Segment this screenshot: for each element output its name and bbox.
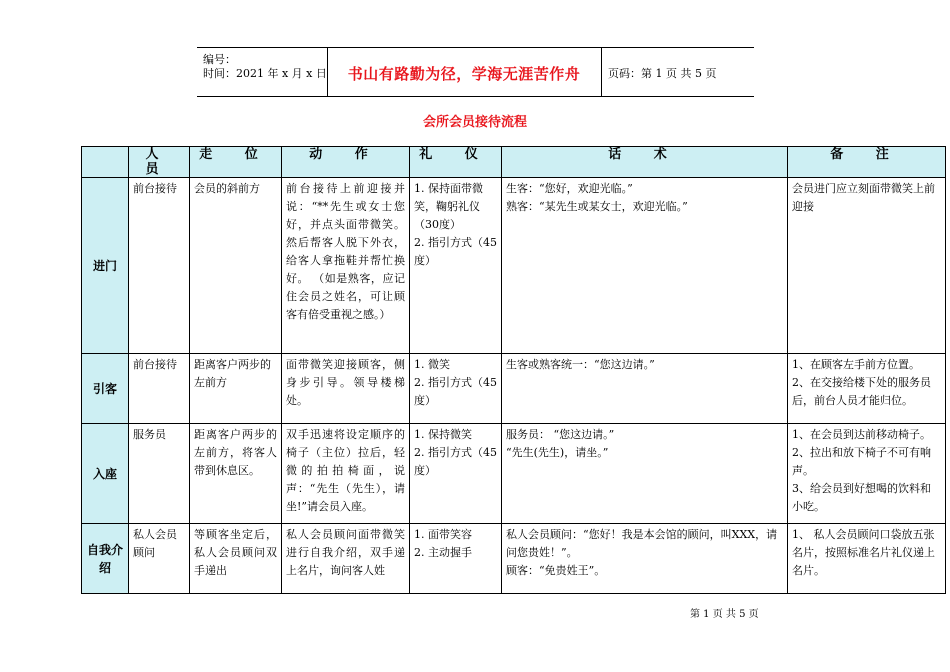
position-cell: 会员的斜前方 xyxy=(190,178,282,354)
position-cell: 距离客户两步的左前方 xyxy=(190,354,282,424)
document-header xyxy=(197,47,754,97)
notes-cell xyxy=(788,178,946,354)
column-header xyxy=(82,147,129,178)
staff-cell: 服务员 xyxy=(129,424,190,524)
etiquette-cell xyxy=(410,424,502,524)
action-cell: 前台接待上前迎接并说：“**先生或女士您好，并点头面带微笑。然后帮客人脱下外衣，给客人拿拖鞋并帮忙换好。 （如是熟客，应记住会员之姓名，可让顾客有倍受重视之感。） xyxy=(282,178,410,354)
script-line: “先生(先生)，请坐。” xyxy=(506,446,609,459)
script-line: 顾客：“免贵姓王”。 xyxy=(506,564,606,577)
table-row xyxy=(82,424,946,524)
column-header-etiquette: 礼 仪 xyxy=(410,147,502,178)
etiquette-item: 1. 面带笑容 xyxy=(414,528,472,541)
column-header-action: 动 作 xyxy=(282,147,410,178)
page-footer: 第 1 页 共 5 页 xyxy=(690,609,759,620)
note-line: 1、在会员到达前移动椅子。 xyxy=(792,428,931,441)
table-row xyxy=(82,178,946,354)
action-cell: 面带微笑迎接顾客，侧身步引导。领导楼梯处。 xyxy=(282,354,410,424)
header-page-cell xyxy=(602,48,754,96)
etiquette-item: 2. 指引方式（45度） xyxy=(414,446,497,477)
etiquette-item: 1. 微笑 xyxy=(414,358,450,371)
note-line: 1、 私人会员顾问口袋放五张名片，按照标准名片礼仪递上名片。 xyxy=(792,528,935,577)
stage-cell: 入座 xyxy=(82,424,129,524)
script-line: 熟客：“某先生或某女士，欢迎光临。” xyxy=(506,200,688,213)
motto-text: 书山有路勤为径，学海无涯苦作舟 xyxy=(347,65,581,83)
etiquette-item: 2. 指引方式（45度） xyxy=(414,376,497,407)
etiquette-cell xyxy=(410,524,502,594)
etiquette-item: 1. 保持面带微笑，鞠躬礼仪（30度） xyxy=(414,182,483,231)
note-line: 3、给会员到好想喝的饮料和小吃。 xyxy=(792,482,931,513)
script-line: 生客或熟客统一：“您这边请。” xyxy=(506,358,655,371)
etiquette-item: 2. 指引方式（45度） xyxy=(414,236,497,267)
etiquette-cell xyxy=(410,354,502,424)
script-cell xyxy=(502,178,788,354)
header-meta-cell xyxy=(197,48,328,96)
etiquette-cell xyxy=(410,178,502,354)
page-indicator: 页码：第 1 页 共 5 页 xyxy=(608,67,717,80)
table-row xyxy=(82,524,946,594)
reception-process-table xyxy=(81,146,946,594)
table-row xyxy=(82,354,946,424)
column-header-position: 走 位 xyxy=(190,147,282,178)
staff-cell: 前台接待 xyxy=(129,178,190,354)
position-cell: 等顾客坐定后，私人会员顾问双手递出 xyxy=(190,524,282,594)
script-line: 服务员： “您这边请。” xyxy=(506,428,615,441)
script-cell xyxy=(502,354,788,424)
script-cell xyxy=(502,424,788,524)
header-motto-cell xyxy=(327,48,602,96)
note-line: 会员进门应立刻面带微笑上前迎接 xyxy=(792,182,935,213)
stage-cell: 自我介绍 xyxy=(82,524,129,594)
script-line: 私人会员顾问：“您好！我是本会馆的顾问，叫XXX，请问您贵姓！”。 xyxy=(506,528,778,559)
note-line: 1、在顾客左手前方位置。 xyxy=(792,358,920,371)
staff-cell: 前台接待 xyxy=(129,354,190,424)
doc-number-label: 编号： xyxy=(203,53,236,66)
notes-cell xyxy=(788,524,946,594)
page-title: 会所会员接待流程 xyxy=(422,115,527,130)
script-line: 生客：“您好，欢迎光临。” xyxy=(506,182,633,195)
etiquette-item: 2. 主动握手 xyxy=(414,546,472,559)
action-cell: 双手迅速将设定顺序的椅子（主位）拉后，轻微的拍拍椅面，说声：“先生（先生），请坐!”请会员入座。 xyxy=(282,424,410,524)
column-header-staff: 人 员 xyxy=(129,147,190,178)
stage-cell: 进门 xyxy=(82,178,129,354)
script-cell xyxy=(502,524,788,594)
staff-cell: 私人会员顾问 xyxy=(129,524,190,594)
action-cell: 私人会员顾问面带微笑进行自我介绍，双手递上名片，询问客人姓 xyxy=(282,524,410,594)
notes-cell xyxy=(788,354,946,424)
table-header-row xyxy=(82,147,946,178)
doc-date-label: 时间：2021 年 x 月 x 日 xyxy=(203,67,327,80)
column-header-notes: 备 注 xyxy=(788,147,946,178)
note-line: 2、拉出和放下椅子不可有响声。 xyxy=(792,446,931,477)
etiquette-item: 1. 保持微笑 xyxy=(414,428,472,441)
column-header-script: 话 术 xyxy=(502,147,788,178)
stage-cell: 引客 xyxy=(82,354,129,424)
note-line: 2、在交接给楼下处的服务员后，前台人员才能归位。 xyxy=(792,376,931,407)
notes-cell xyxy=(788,424,946,524)
position-cell: 距离客户两步的左前方，将客人带到休息区。 xyxy=(190,424,282,524)
